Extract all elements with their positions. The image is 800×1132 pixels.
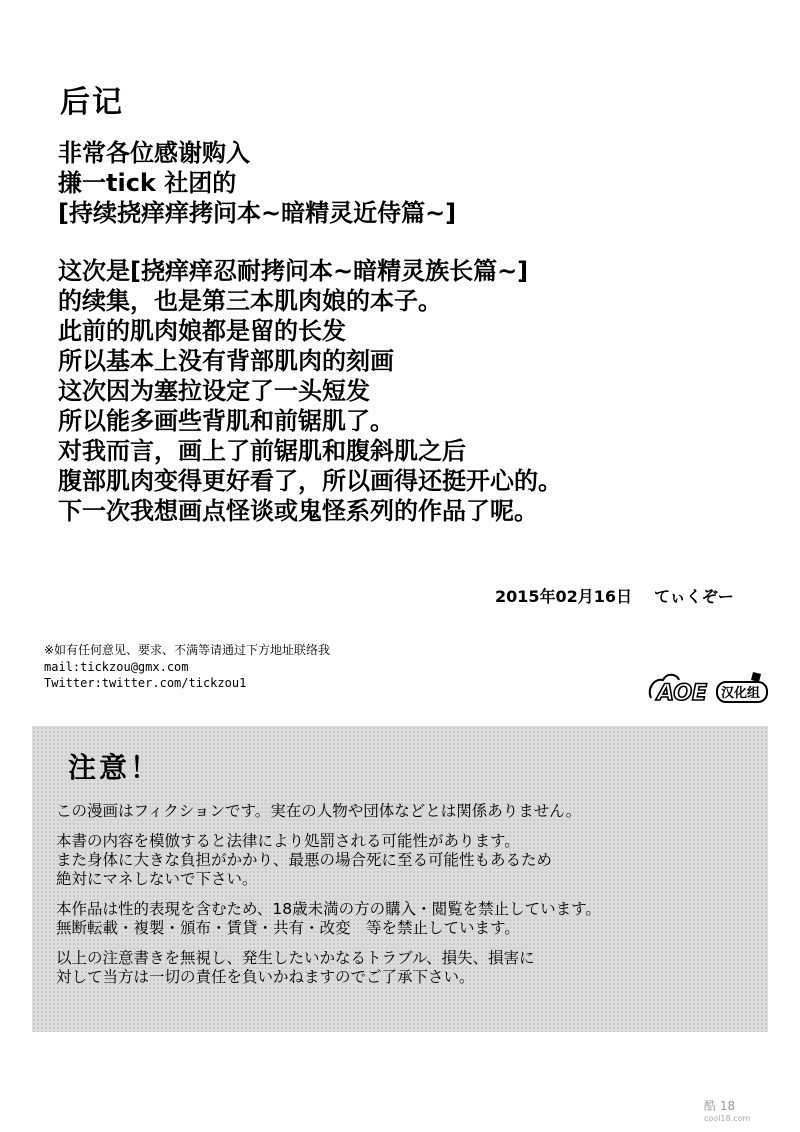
afterword-line: 对我而言，画上了前锯肌和腹斜肌之后	[58, 437, 466, 465]
notice-line: 以上の注意書きを無視し、発生したいかなるトラブル、損失、損害に	[56, 949, 535, 967]
watermark	[700, 1096, 774, 1124]
logo-mark: AOE	[657, 681, 708, 706]
afterword-section	[58, 85, 758, 526]
aoe-translation-group-logo	[645, 668, 773, 710]
afterword-line: [持续挠痒痒拷问本~暗精灵近侍篇~]	[58, 199, 457, 227]
notice-line: 本作品は性的表現を含むため、18歳未満の方の購入・閲覧を禁止しています。	[56, 900, 601, 918]
notice-box	[32, 726, 768, 1032]
notice-body	[56, 802, 601, 987]
notice-line: 無断転載・複製・頒布・賃貸・共有・改変 等を禁止しています。	[56, 919, 520, 937]
afterword-line: 下一次我想画点怪谈或鬼怪系列的作品了呢。	[58, 497, 538, 525]
notice-line: 絶対にマネしないで下さい。	[56, 870, 258, 888]
afterword-line: 这次是[挠痒痒忍耐拷问本~暗精灵族长篇~]	[58, 257, 529, 285]
afterword-line: 此前的肌肉娘都是留的长发	[58, 317, 346, 345]
afterword-line: 非常各位感谢购入	[58, 139, 250, 167]
afterword-line: 搛一tick 社团的	[58, 169, 237, 197]
contact-block	[44, 642, 330, 691]
afterword-line: 所以基本上没有背部肌肉的刻画	[58, 347, 394, 375]
afterword-line: 这次因为塞拉设定了一头短发	[58, 377, 370, 405]
notice-line: また身体に大きな負担がかかり、最悪の場合死に至る可能性もあるため	[56, 851, 553, 869]
notice-title: 注意！	[68, 751, 162, 784]
contact-twitter: Twitter:twitter.com/tickzou1	[44, 676, 247, 690]
afterword-line: 所以能多画些背肌和前锯肌了。	[58, 407, 394, 435]
notice-line: この漫画はフィクションです。実在の人物や団体などとは関係ありません。	[56, 802, 582, 820]
afterword-line: 的续集，也是第三本肌肉娘的本子。	[58, 287, 442, 315]
afterword-paragraph-2	[58, 256, 758, 526]
contact-mail: mail:tickzou@gmx.com	[44, 660, 189, 674]
afterword-line: 腹部肌肉变得更好看了，所以画得还挺开心的。	[58, 467, 562, 495]
watermark-text: 酷 18	[704, 1099, 736, 1113]
afterword-date: 2015年02月16日	[495, 587, 633, 606]
contact-note: ※如有任何意见、要求、不满等请通过下方地址联络我	[44, 643, 331, 657]
signature-line	[495, 584, 734, 607]
watermark-sub: cool18.com	[704, 1114, 751, 1123]
afterword-author: てぃくぞー	[654, 587, 734, 606]
notice-line: 対して当方は一切の責任を負いかねますのでご了承下さい。	[56, 968, 475, 986]
notice-line: 本書の内容を模倣すると法律により処罰される可能性があります。	[56, 832, 520, 850]
afterword-paragraph-1	[58, 138, 758, 228]
afterword-title: 后记	[60, 85, 124, 120]
logo-sub: 汉化组	[721, 686, 761, 701]
